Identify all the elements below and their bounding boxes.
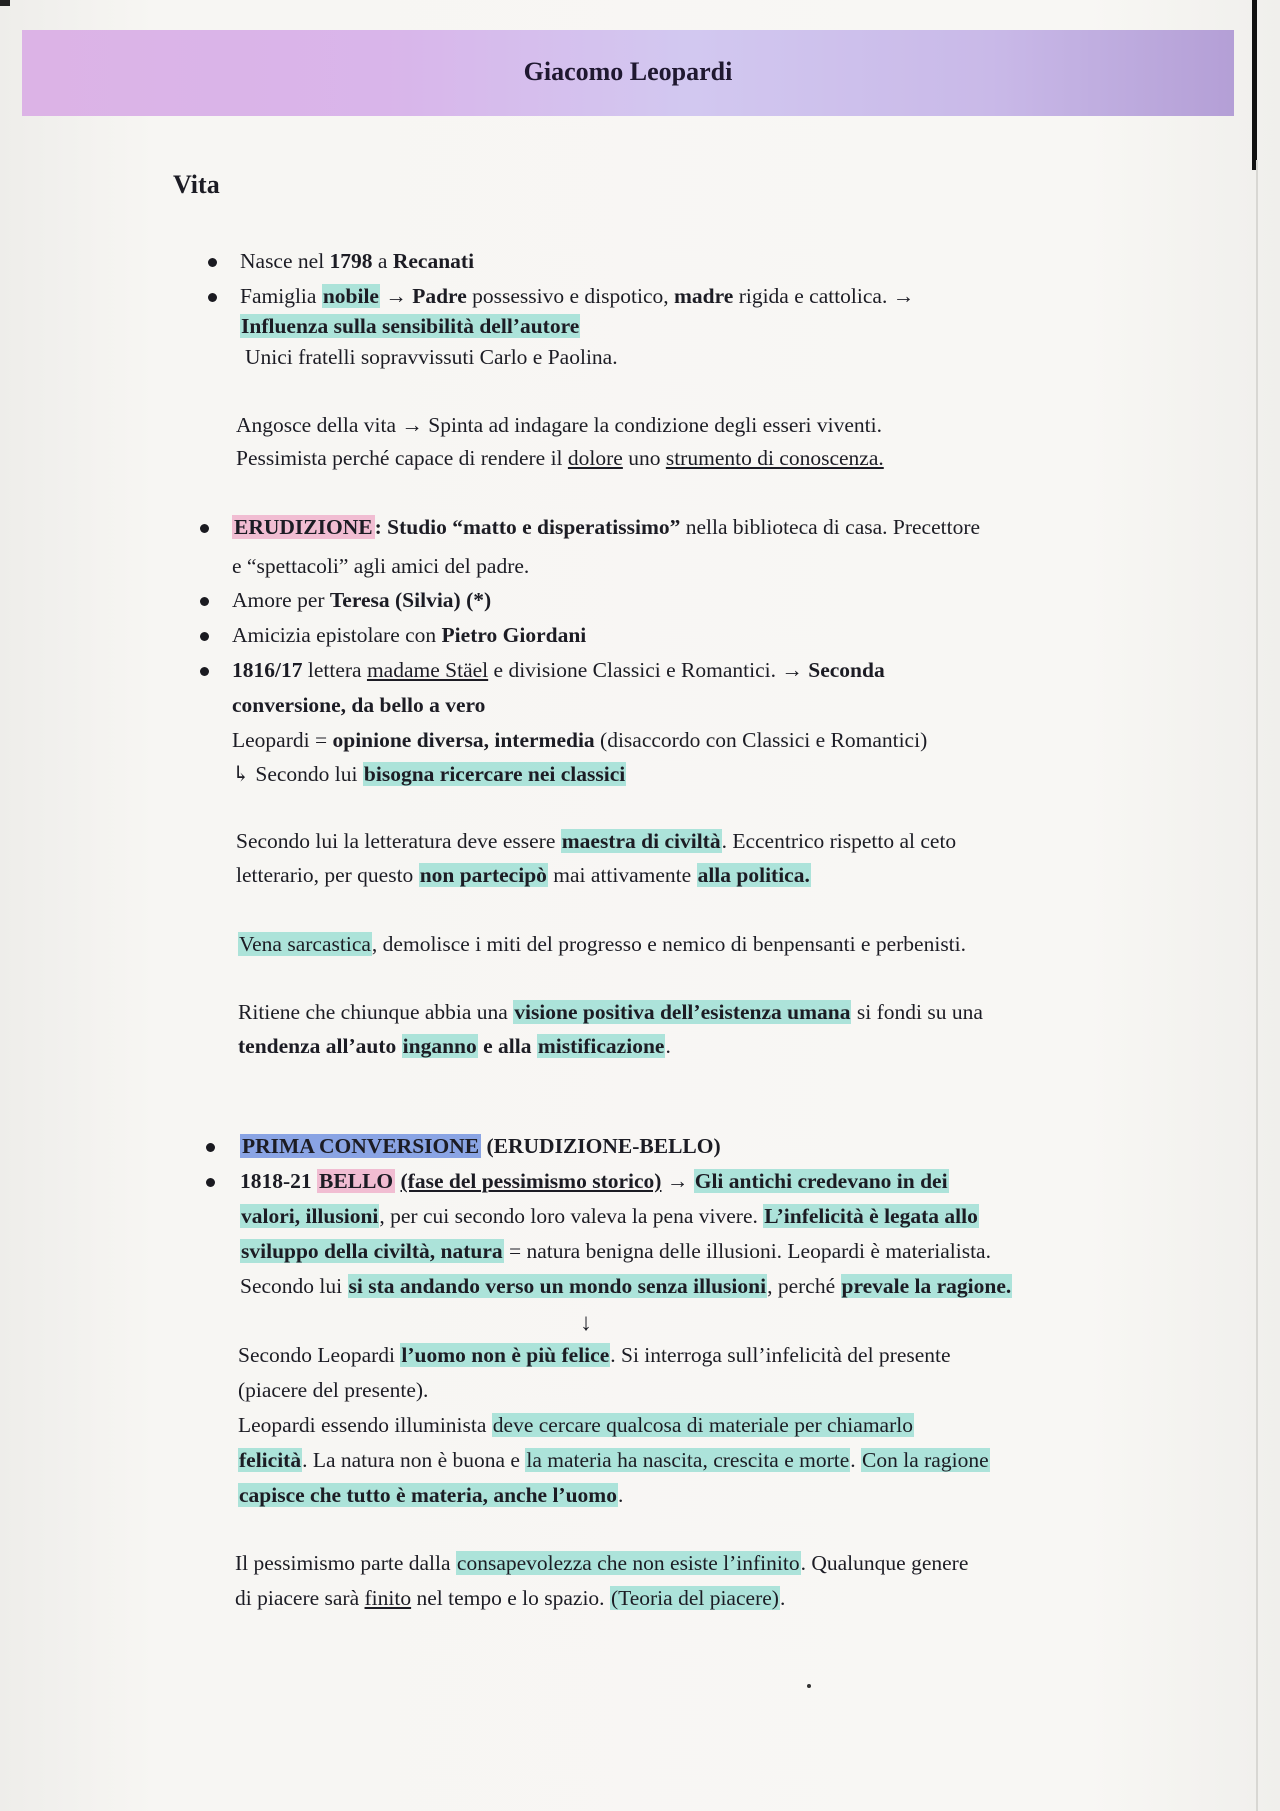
- text-line: conversione, da bello a vero: [232, 693, 486, 717]
- bullet: [200, 524, 209, 533]
- list-item: 1818-21 BELLO (fase del pessimismo storico) → Gli antichi credevano in dei: [240, 1169, 948, 1193]
- text-line: valori, illusioni, per cui secondo loro valeva la pena vivere. L’infelicità è legata allo: [241, 1204, 978, 1228]
- bullet: [200, 667, 209, 676]
- list-item: Nasce nel 1798 a Recanati: [240, 249, 475, 273]
- text-line: Pessimista perché capace di rendere il dolore uno strumento di conoscenza.: [236, 446, 884, 470]
- bullet: [206, 1143, 215, 1152]
- text-line: felicità. La natura non è buona e la materia ha nascita, crescita e morte. Con la ragione: [239, 1448, 989, 1472]
- text-line: Unici fratelli sopravvissuti Carlo e Paolina.: [245, 345, 618, 369]
- stray-dot: [807, 1684, 811, 1688]
- text-line: letterario, per questo non partecipò mai attivamente alla politica.: [236, 863, 810, 887]
- list-item: PRIMA CONVERSIONE (ERUDIZIONE-BELLO): [242, 1134, 721, 1158]
- list-item: 1816/17 lettera madame Stäel e divisione Classici e Romantici. → Seconda: [232, 658, 885, 682]
- section-title: Vita: [173, 170, 220, 199]
- text-line: capisce che tutto è materia, anche l’uomo.: [239, 1483, 624, 1507]
- text-line: Leopardi essendo illuminista deve cercare qualcosa di materiale per chiamarlo: [238, 1413, 913, 1437]
- text-line: sviluppo della civiltà, natura = natura benigna delle illusioni. Leopardi è materialista.: [241, 1239, 991, 1263]
- text-line: ↳ Secondo lui bisogna ricercare nei classici: [232, 762, 626, 786]
- text-line: di piacere sarà finito nel tempo e lo spazio. (Teoria del piacere).: [235, 1586, 786, 1610]
- bullet: [206, 1178, 215, 1187]
- text-line: Vena sarcastica, demolisce i miti del progresso e nemico di benpensanti e perbenisti.: [239, 932, 967, 956]
- list-item: Famiglia nobile → Padre possessivo e dispotico, madre rigida e cattolica. →: [240, 284, 915, 308]
- list-item: Amicizia epistolare con Pietro Giordani: [232, 623, 587, 647]
- title-banner: [22, 30, 1234, 116]
- text-line: Il pessimismo parte dalla consapevolezza che non esiste l’infinito. Qualunque genere: [235, 1551, 969, 1575]
- list-item: Amore per Teresa (Silvia) (*): [232, 588, 492, 612]
- bullet: [200, 597, 209, 606]
- text-line: Influenza sulla sensibilità dell’autore: [241, 314, 580, 338]
- corner-mark: [0, 0, 10, 6]
- text-line: tendenza all’auto inganno e alla mistificazione.: [238, 1034, 671, 1058]
- text-line: Angosce della vita → Spinta ad indagare la condizione degli esseri viventi.: [236, 413, 882, 437]
- page-edge-line: [1256, 160, 1258, 1811]
- text-line: Secondo lui la letteratura deve essere maestra di civiltà. Eccentrico rispetto al ceto: [236, 829, 957, 853]
- page-title: Giacomo Leopardi: [523, 57, 733, 86]
- page-edge-mark: [1252, 0, 1257, 170]
- text-line: (piacere del presente).: [238, 1378, 429, 1402]
- down-arrow-icon: ↓: [580, 1310, 592, 1336]
- bullet: [200, 632, 209, 641]
- text-line: Secondo Leopardi l’uomo non è più felice. Si interroga sull’infelicità del presente: [238, 1343, 951, 1367]
- bullet: [208, 258, 217, 267]
- list-item: ERUDIZIONE: Studio “matto e disperatissimo” nella biblioteca di casa. Precettore: [234, 515, 981, 539]
- text-line: Ritiene che chiunque abbia una visione positiva dell’esistenza umana si fondi su una: [238, 1000, 983, 1024]
- bullet: [208, 293, 217, 302]
- text-line: e “spettacoli” agli amici del padre.: [232, 554, 530, 578]
- text-line: Secondo lui si sta andando verso un mondo senza illusioni, perché prevale la ragione.: [240, 1274, 1012, 1298]
- text-line: Leopardi = opinione diversa, intermedia (disaccordo con Classici e Romantici): [232, 728, 928, 752]
